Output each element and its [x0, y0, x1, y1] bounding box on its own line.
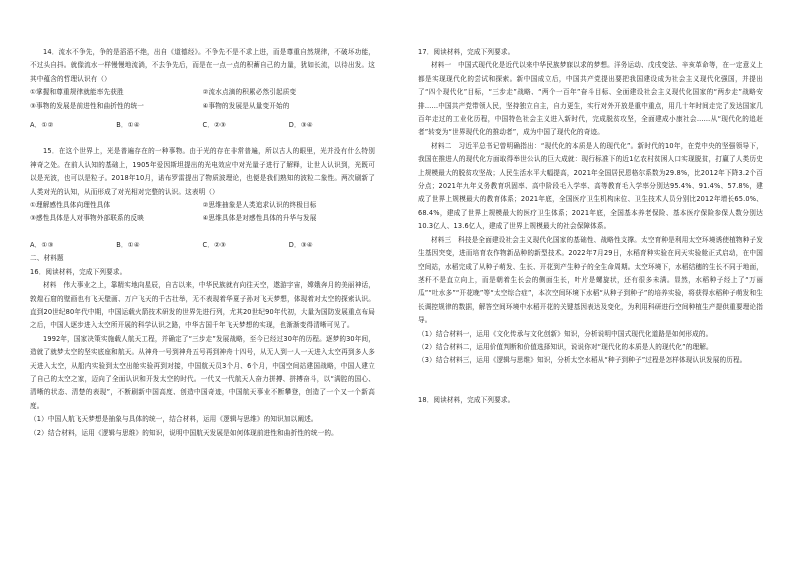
q16-ask-1: （1）中国人航飞天梦想是抽象与具体的统一，结合材料，运用《逻辑与思维》的知识加以阐述。: [30, 415, 318, 424]
q14-choice-b: B．①④: [116, 121, 140, 130]
q14-option-2: ②流水点滴的积累必然引起质变: [202, 88, 297, 97]
right-column: [418, 46, 763, 407]
section-heading: 二、材料题: [30, 254, 64, 263]
q17-title: 17．阅读材料，完成下列要求。: [418, 48, 515, 56]
q18-title: 18．阅读材料，完成下列要求。: [418, 395, 515, 404]
q16-material-para-1: 材料 伟大事业之上，靠精实地向星辰，自古以来，中华民族就有向往天空，遨游宇宙，嫦娥奔月的美丽神话，敦煌石窟的壁画也有飞天壁画、万户飞天的千古壮举，无不表现着华夏子孙对飞天梦想，体现着对太空的探索认识。直到20世纪80年代中期，中国运载火箭技术研发的世界先进行列，尤其20世纪90年代初，大量为国防发展重点布局之后，中国人逐步进入太空所开展的科学认识之路，中华古国千年飞天梦想的实现，也渐渐变得清晰可见了。: [30, 281, 375, 330]
q15-choice-c: C．②③: [202, 240, 227, 249]
q14-options-row-2: [30, 100, 375, 113]
q14-choice-d: D．③④: [288, 121, 313, 130]
q14-option-1: ①掌握和尊重规律就能率先获胜: [30, 88, 124, 97]
q14-choice-c: C．②③: [202, 121, 227, 130]
q15-options-row-1: [30, 199, 375, 212]
q17-ask-1: （1）结合材料一，运用《文化传承与文化创新》知识，分析说明中国式现代化道路是如何形成的。: [418, 329, 713, 338]
q16-material-para-2: 1992年，国家决策实施载人航天工程，并确定了“三步走”发展战略，至今已经过30年的历程。逐梦的30年间，造就了就梦太空的坚实底座和航天。从神舟一号到神舟五号再到神舟十四号，从无人到一人一天进入太空再到多人多天进入太空，从船内实验到太空出舱实验再到对接，中国航天员3个月、6个月，中国空间站建国战略，中国人建立了自己的太空之家，迈向了全面认识和开发太空的时代。一代又一代航天人奋力拼搏、拼搏奋斗，以“满腔的国心、清晰的状态、清楚的表现”，不断刷新中国高度、创造中国奇迹，中国航天事业不断攀登，创造了一个又一个新高度。: [30, 334, 375, 410]
left-column: [30, 46, 375, 440]
q17-material-2: 材料二 习近平总书记曾明确指出：“现代化的本质是人的现代化”。新时代的10年，在党中央的坚强领导下，我国在推进人的现代化方面取得举世公认的巨大成就：现行标准下的近1亿农村贫困人口实现脱贫，打赢了人类历史上规模最大的脱贫攻坚战；人民生活水平大幅提高，2021年全国居民恩格尔系数为29.8%，比2012年下降3.2个百分点；2021年九年义务教育巩固率、高中阶段毛入学率、高等教育毛入学率分别达95.4%、91.4%、57.8%，建成了世界上规模最大的教育体系；2021年底，全国医疗卫生机构床位、卫生技术人员分别比2012年增长65.0%、68.4%，建成了世界上规模最大的医疗卫生体系；2021年底，全国基本养老保险、基本医疗保险参保人数分别达10.3亿人、13.6亿人，建成了世界上规模最大的社会保障体系。: [418, 141, 763, 231]
q14-choice-a: A．①②: [30, 121, 54, 130]
q14-option-3: ③事物的发展是前进性和曲折性的统一: [30, 101, 144, 110]
q15-option-4: ④思维具体是对感性具体的升华与发展: [202, 214, 317, 223]
q14-option-4: ④事物的发展是从量变开始的: [202, 101, 290, 110]
q15-option-3: ③感性具体是人对事物外部联系的反映: [30, 214, 144, 223]
q15-choice-b: B．①④: [116, 240, 140, 249]
q15-choice-d: D．③④: [288, 240, 313, 249]
q16-title: 16．阅读材料，完成下列要求。: [30, 267, 127, 276]
q17-ask-3: （3）结合材料三，运用《逻辑与思维》知识，分析太空水稻从“种子到种子”过程是怎样体现认识发展的历程。: [418, 356, 747, 365]
q14-options-row-1: [30, 86, 375, 99]
q15-options-row-2: [30, 212, 375, 225]
q17-ask-2: （2）结合材料二，运用价值判断和价值选择知识，说说你对“现代化的本质是人的现代化”的理解。: [418, 342, 713, 351]
q16-ask-2: （2）结合材料，运用《逻辑与思维》的知识，说明中国航天发展是如何体现前进性和曲折性的统一的。: [30, 428, 338, 437]
q14-choices: [30, 119, 375, 132]
q15-choices: [30, 239, 375, 252]
q15-stem: 15．在这个世界上，光是普遍存在的一种事物。由于光的存在非常普遍，所以古人的眼里，光并没有什么特别神奇之处。在前人认知的基础上，1905年爱因斯坦提出的光电效应中对光量子进行了解释，让世人认识到，光既可以是光波，也可以是粒子。2018年10月，诺布罗雷提出了物质波理论，也便是我们熟知的波粒二象性。两次刷新了人类对光的认知，从而形成了对光相对完整的认识。这表明（）: [30, 147, 375, 196]
q17-material-3: 材料三 科技是全面建设社会主义现代化国家的基础性、战略性支撑。太空育种是利用太空环境诱使植物种子发生基因突变，进而培育农作物新品种的新型技术。2022年7月29日，水稻育种实验在问天实验舱正式启动，在中国空间站，水稻完成了从种子萌发、生长、开花到产生种子的全生命周期。太空环境下，水稻结穗的生长不同于地面，茎秆不是直立向上，而是朝着生长会的侧面生长，叶片是螺旋状，还有很多未满。显然，水稻种子经上了“万丽瓜”“吐水多”“开花晚”等“太空综合症”，本次空间环境下水稻“从种子到种子”的培养实验，将获得水稻种子萌发和生长调控规律的数据，解答空间环境中水稻开花的关键基因表达及变化，为利用科研进行空间种植生产提供重要理论指导。: [418, 235, 763, 325]
q15-choice-a: A．①③: [30, 240, 54, 249]
q14-stem: 14．流水不争先，争的是滔滔不绝，出自《道德经》。不争先不是不求上进，而是尊重自然规律，不破坏功能，不过头自抖。就像流水一样慢慢地流淌，不去争先后，而是在一点一点的积蓄自己的力量，犹如长流，以待出发。这其中蕴含的哲理认识有（）: [30, 48, 375, 83]
q15-option-2: ②思维抽象是人类追求认识的终极目标: [202, 201, 317, 210]
q17-material-1: 材料一 中国式现代化是近代以来中华民族梦寐以求的梦想。洋务运动、戊戌变法、辛亥革命等，在一定意义上都是实现现代化的尝试和探索。新中国成立后，中国共产党提出要把我国建设成为社会主义现代化强国，并提出了“四个现代化”目标，“三步走”战略、“两个一百年”奋斗目标、全面建设社会主义现代化国家的“两步走”战略安排……中国共产党带领人民，坚持独立自主，自力更生，实行对外开放是重中重点，用几十年时间走完了发达国家几百年走过的工业化历程，中国特色社会主义进入新时代，完成脱贫攻坚，全面建成小康社会……从“现代化的追赶者”转变为“世界现代化的推动者”，成为中国了现代化的奇迹。: [418, 61, 763, 137]
q15-option-1: ①理解感性具体向理性具体: [30, 201, 111, 210]
